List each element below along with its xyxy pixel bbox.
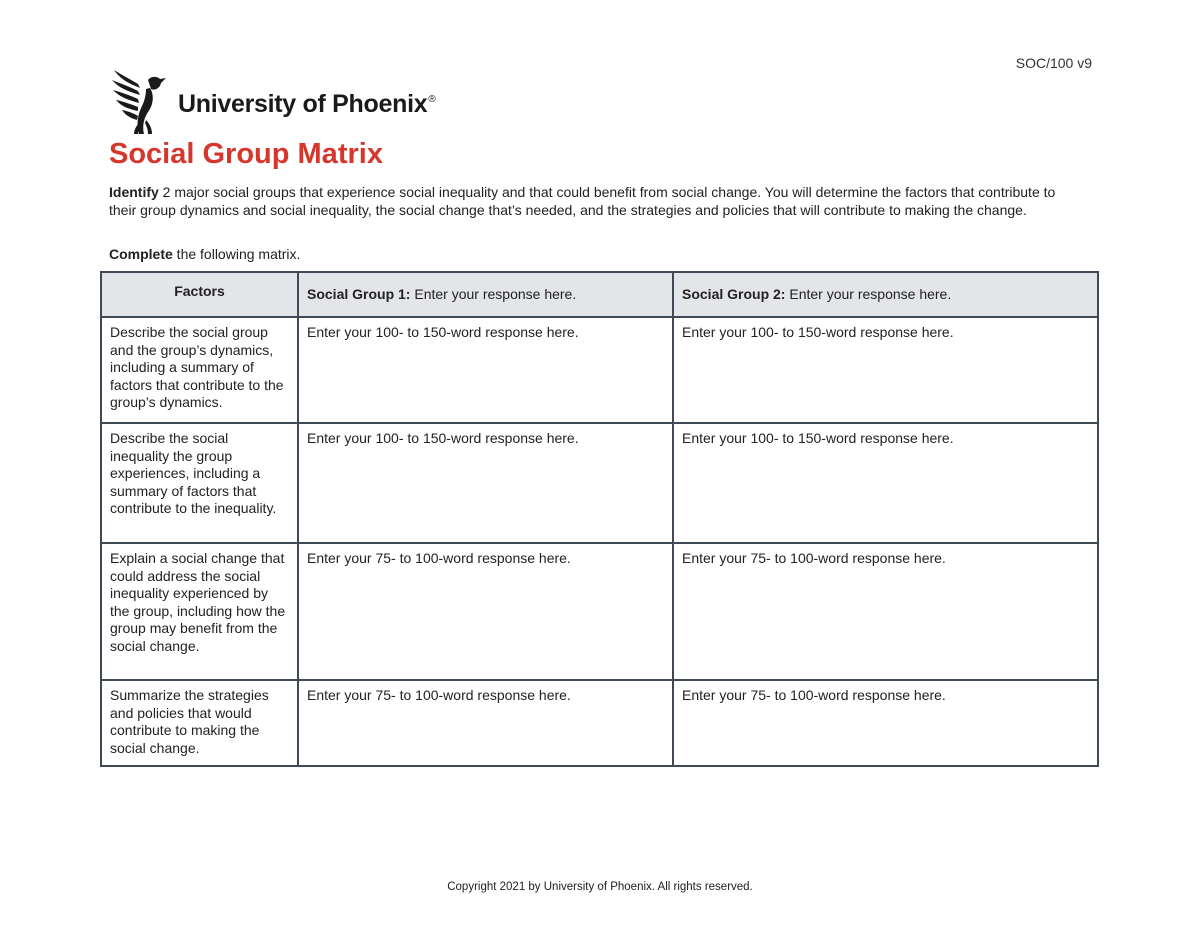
group-1-response-cell[interactable]: Enter your 100- to 150-word response here. bbox=[298, 423, 673, 543]
factor-cell: Describe the social inequality the group experiences, including a summary of factors that contribute to the inequality. bbox=[101, 423, 298, 543]
group-1-response-cell[interactable]: Enter your 75- to 100-word response here. bbox=[298, 543, 673, 680]
table-row bbox=[101, 317, 1098, 423]
instructions-verb: Identify bbox=[109, 184, 159, 200]
table-header-row bbox=[101, 272, 1098, 317]
university-name: University of Phoenix bbox=[178, 89, 428, 118]
header-factors-label: Factors bbox=[174, 283, 225, 299]
course-code: SOC/100 v9 bbox=[1015, 55, 1092, 71]
table-row bbox=[101, 543, 1098, 680]
phoenix-bird-icon bbox=[110, 66, 172, 136]
header-social-group-1[interactable] bbox=[298, 272, 673, 317]
header-group-1-label: Social Group 1: bbox=[307, 285, 411, 302]
group-2-response-cell[interactable]: Enter your 100- to 150-word response here. bbox=[673, 423, 1098, 543]
factor-cell: Describe the social group and the group’s dynamics, including a summary of factors that contribute to the group’s dynamics. bbox=[101, 317, 298, 423]
header-group-1-placeholder: Enter your response here. bbox=[410, 285, 577, 302]
table-row bbox=[101, 423, 1098, 543]
table-row bbox=[101, 680, 1098, 766]
factor-cell: Explain a social change that could address the social inequality experienced by the group, including how the group may benefit from the social change. bbox=[101, 543, 298, 680]
university-wordmark bbox=[178, 90, 435, 119]
group-1-response-cell[interactable]: Enter your 75- to 100-word response here. bbox=[298, 680, 673, 766]
registered-mark: ® bbox=[428, 94, 436, 106]
group-2-response-cell[interactable]: Enter your 75- to 100-word response here. bbox=[673, 543, 1098, 680]
university-logo bbox=[110, 66, 435, 136]
page-title: Social Group Matrix bbox=[109, 138, 383, 170]
header-social-group-2[interactable] bbox=[673, 272, 1098, 317]
copyright-footer: Copyright 2021 by University of Phoenix. All rights reserved. bbox=[447, 881, 753, 893]
social-group-matrix-table bbox=[100, 271, 1099, 767]
instructions-text: 2 major social groups that experience social inequality and that could benefit from social change. You will determine the factors that contribute to their group dynamics and social inequality, the social change that’s needed, and the strategies and policies that will contribute to making the change. bbox=[109, 184, 1056, 218]
group-2-response-cell[interactable]: Enter your 75- to 100-word response here. bbox=[673, 680, 1098, 766]
group-1-response-cell[interactable]: Enter your 100- to 150-word response here. bbox=[298, 317, 673, 423]
complete-instruction bbox=[109, 246, 300, 263]
instructions-paragraph bbox=[109, 184, 1079, 219]
group-2-response-cell[interactable]: Enter your 100- to 150-word response here. bbox=[673, 317, 1098, 423]
header-group-2-label: Social Group 2: bbox=[682, 285, 786, 302]
factor-cell: Summarize the strategies and policies that would contribute to making the social change. bbox=[101, 680, 298, 766]
header-factors bbox=[101, 272, 298, 317]
complete-verb: Complete bbox=[109, 246, 173, 262]
complete-text: the following matrix. bbox=[172, 246, 301, 262]
header-group-2-placeholder: Enter your response here. bbox=[785, 285, 952, 302]
